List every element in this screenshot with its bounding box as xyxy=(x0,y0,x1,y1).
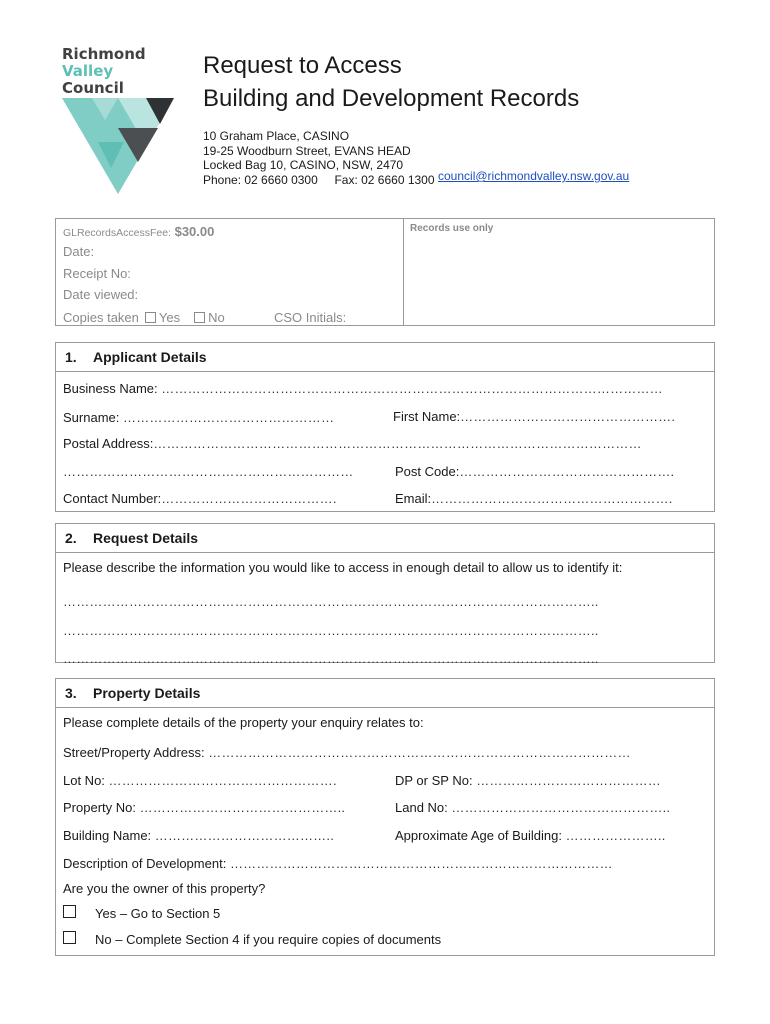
address-line-3: Locked Bag 10, CASINO, NSW, 2470 xyxy=(203,158,404,172)
council-logo-text xyxy=(62,46,146,97)
owner-no-label: No – Complete Section 4 if you require copies of documents xyxy=(95,932,442,947)
section-1-number: 1. xyxy=(65,349,77,365)
logo-line-2: Valley xyxy=(62,62,114,80)
council-email-link[interactable]: council@richmondvalley.nsw.gov.au xyxy=(438,169,630,183)
approx-age-field[interactable]: Approximate Age of Building: ………………….. xyxy=(395,828,666,843)
request-line-2[interactable]: ………………………………………………………………………………………………………….. xyxy=(63,623,599,638)
lot-no-field[interactable]: Lot No: ……………………………………………. xyxy=(63,773,337,788)
property-instruction: Please complete details of the property your enquiry relates to: xyxy=(63,715,424,730)
date-label: Date: xyxy=(63,244,95,259)
contact-number-field[interactable]: Contact Number:…………………………………. xyxy=(63,491,337,506)
copies-yes-checkbox[interactable] xyxy=(145,312,156,323)
owner-no-option[interactable] xyxy=(63,931,441,947)
section-request-details xyxy=(55,523,715,666)
title-line-2: Building and Development Records xyxy=(203,85,580,112)
copies-yes-label: Yes xyxy=(158,310,181,325)
phone-fax: Phone: 02 6660 0300 Fax: 02 6660 1300 xyxy=(203,172,435,187)
request-line-1[interactable]: ………………………………………………………………………………………………………….. xyxy=(63,594,599,609)
land-no-field[interactable]: Land No: ………………………………………….. xyxy=(395,800,671,815)
fee-row xyxy=(63,224,214,239)
description-field[interactable]: Description of Development: …………………………………………………………………………… xyxy=(63,856,613,871)
date-viewed-label: Date viewed: xyxy=(63,287,139,302)
address-line-1: 10 Graham Place, CASINO xyxy=(203,129,350,143)
section-1-header xyxy=(56,343,714,372)
postal-address-field[interactable]: Postal Address:………………………………………………………………………………………………… xyxy=(63,436,642,451)
request-instruction: Please describe the information you would like to access in enough detail to allow us to identify it: xyxy=(63,560,623,575)
email-field[interactable]: Email:………………………………………………. xyxy=(395,491,673,506)
copies-label: Copies taken xyxy=(63,310,139,325)
council-logo-triangle-icon xyxy=(62,98,174,194)
building-name-field[interactable]: Building Name: ………………………………….. xyxy=(63,828,335,843)
street-address-field[interactable]: Street/Property Address: …………………………………………………………………………………… xyxy=(63,745,631,760)
logo-line-1: Richmond xyxy=(62,45,146,63)
first-name-field[interactable]: First Name:…………………………………………. xyxy=(393,409,676,424)
office-box-divider xyxy=(403,219,404,325)
request-line-3[interactable]: ………………………………………………………………………………………………………….. xyxy=(63,651,599,666)
owner-no-checkbox[interactable] xyxy=(63,931,76,944)
fee-value: $30.00 xyxy=(174,224,215,239)
office-use-box xyxy=(55,218,715,326)
section-3-number: 3. xyxy=(65,685,77,701)
owner-yes-label: Yes – Go to Section 5 xyxy=(95,906,221,921)
copies-no-checkbox[interactable] xyxy=(194,312,205,323)
section-3-header xyxy=(56,679,714,708)
business-name-field[interactable]: Business Name: …………………………………………………………………………………………………… xyxy=(63,381,663,396)
surname-field[interactable]: Surname: ………………………………………… xyxy=(63,410,335,425)
copies-row xyxy=(63,310,225,325)
section-applicant-details xyxy=(55,342,715,512)
copies-no-label: No xyxy=(208,310,225,325)
section-property-details xyxy=(55,678,715,956)
receipt-label: Receipt No: xyxy=(63,266,131,281)
postal-address-line-2-field[interactable]: ………………………………………………………… xyxy=(63,464,354,479)
address-line-2: 19-25 Woodburn Street, EVANS HEAD xyxy=(203,143,411,158)
owner-yes-checkbox[interactable] xyxy=(63,905,76,918)
logo-line-3: Council xyxy=(62,79,124,97)
section-2-number: 2. xyxy=(65,530,77,546)
property-no-field[interactable]: Property No: ……………………………………….. xyxy=(63,800,346,815)
owner-yes-option[interactable] xyxy=(63,905,220,921)
fee-label: GLRecordsAccessFee: xyxy=(63,227,171,239)
section-3-title: Property Details xyxy=(93,685,201,701)
dp-sp-no-field[interactable]: DP or SP No: …………………………………… xyxy=(395,773,661,788)
section-2-header xyxy=(56,524,714,553)
section-2-title: Request Details xyxy=(93,530,199,546)
post-code-field[interactable]: Post Code:…………………………………………. xyxy=(395,464,675,479)
records-use-only-label: Records use only xyxy=(410,223,494,234)
cso-initials-label: CSO Initials: xyxy=(274,310,347,325)
title-line-1: Request to Access xyxy=(203,52,402,79)
council-address xyxy=(203,129,630,187)
owner-question: Are you the owner of this property? xyxy=(63,881,266,896)
page-title xyxy=(203,49,579,115)
section-1-title: Applicant Details xyxy=(93,349,207,365)
